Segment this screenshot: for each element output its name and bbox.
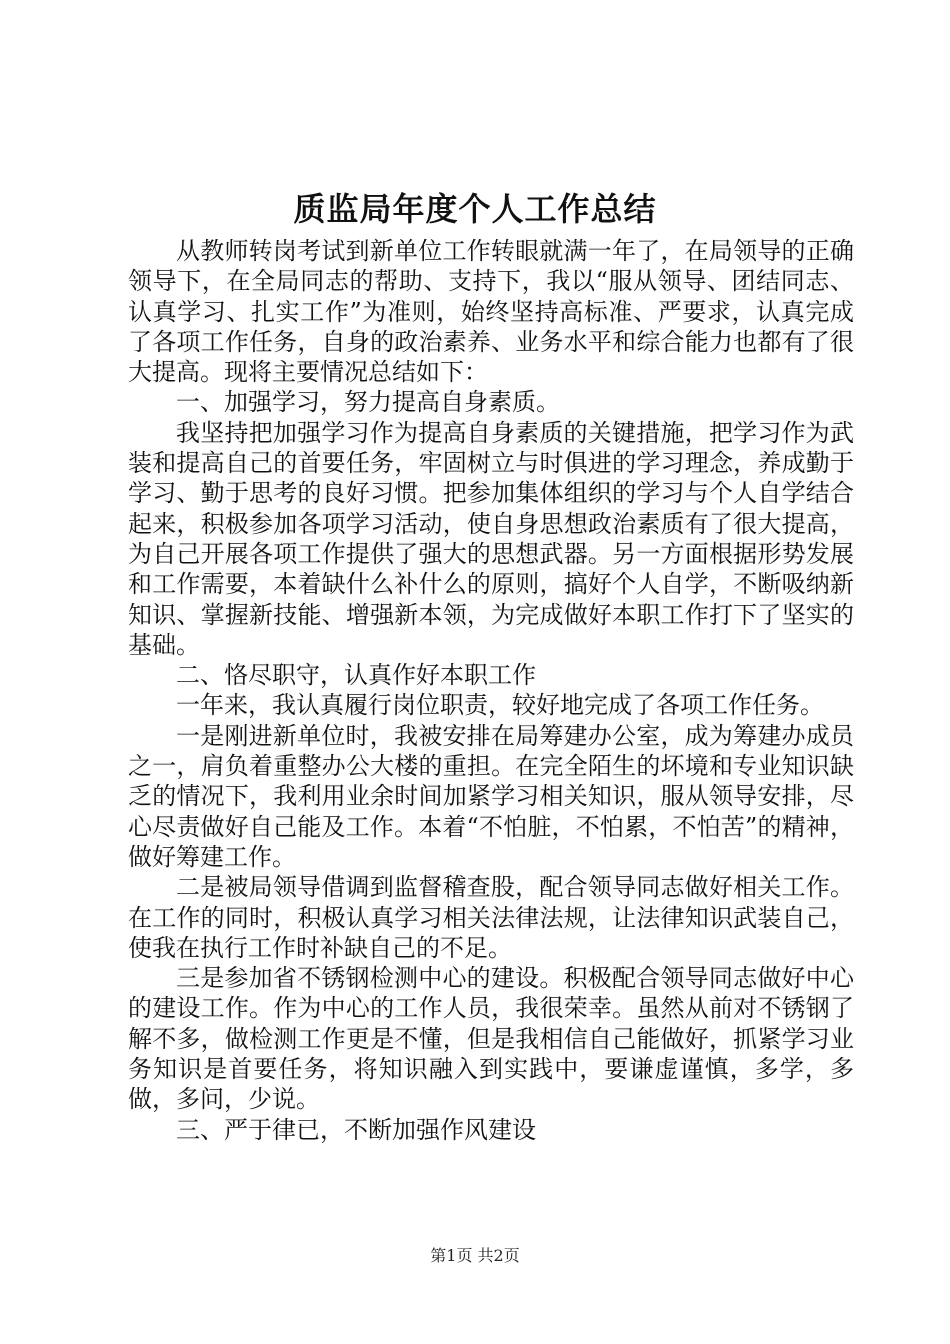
paragraph-intro: 从教师转岗考试到新单位工作转眼就满一年了，在局领导的正确领导下，在全局同志的帮助、支持下，我以“服从领导、团结同志、认真学习、扎实工作”为准则，始终坚持高标准、严要求，认真完成了各项工作任务，自身的政治素养、业务水平和综合能力也都有了很大提高。现将主要情况总结如下：: [128, 237, 854, 387]
section-heading-2: 二、恪尽职守，认真作好本职工作: [176, 661, 536, 690]
document-body: [128, 236, 854, 1145]
paragraph-item-1: 一是刚进新单位时，我被安排在局筹建办公室，成为筹建办成员之一，肩负着重整办公大楼的重担。在完全陌生的坏境和专业知识缺乏的情况下，我利用业余时间加紧学习相关知识，服从领导安排，尽心尽责做好自己能及工作。本着“不怕脏，不怕累，不怕苦”的精神，做好筹建工作。: [128, 721, 854, 871]
paragraph-year-summary: 一年来，我认真履行岗位职责，较好地完成了各项工作任务。: [176, 691, 824, 720]
paragraph-study: 我坚持把加强学习作为提高自身素质的关键措施，把学习作为武装和提高自己的首要任务，牢固树立与时俱进的学习理念，养成勤于学习、勤于思考的良好习惯。把参加集体组织的学习与个人自学结合起来，积极参加各项学习活动，使自身思想政治素质有了很大提高，为自己开展各项工作提供了强大的思想武器。另一方面根据形势发展和工作需要，本着缺什么补什么的原则，搞好个人自学，不断吸纳新知识、掌握新技能、增强新本领，为完成做好本职工作打下了坚实的基础。: [128, 418, 854, 659]
page-footer: 第1页 共2页: [430, 1246, 520, 1265]
section-heading-3: 三、严于律已，不断加强作风建设: [176, 1115, 536, 1144]
paragraph-item-3: 三是参加省不锈钢检测中心的建设。积极配合领导同志做好中心的建设工作。作为中心的工作人员，我很荣幸。虽然从前对不锈钢了解不多，做检测工作更是不懂，但是我相信自己能做好，抓紧学习业务知识是首要任务，将知识融入到实践中，要谦虚谨慎，多学，多做，多问，少说。: [128, 964, 854, 1114]
section-heading-1: 一、加强学习，努力提高自身素质。: [176, 388, 560, 417]
paragraph-item-2: 二是被局领导借调到监督稽查股，配合领导同志做好相关工作。在工作的同时，积极认真学习相关法律法规，让法律知识武装自己，使我在执行工作时补缺自己的不足。: [128, 873, 854, 962]
document-title: 质监局年度个人工作总结: [293, 190, 657, 228]
